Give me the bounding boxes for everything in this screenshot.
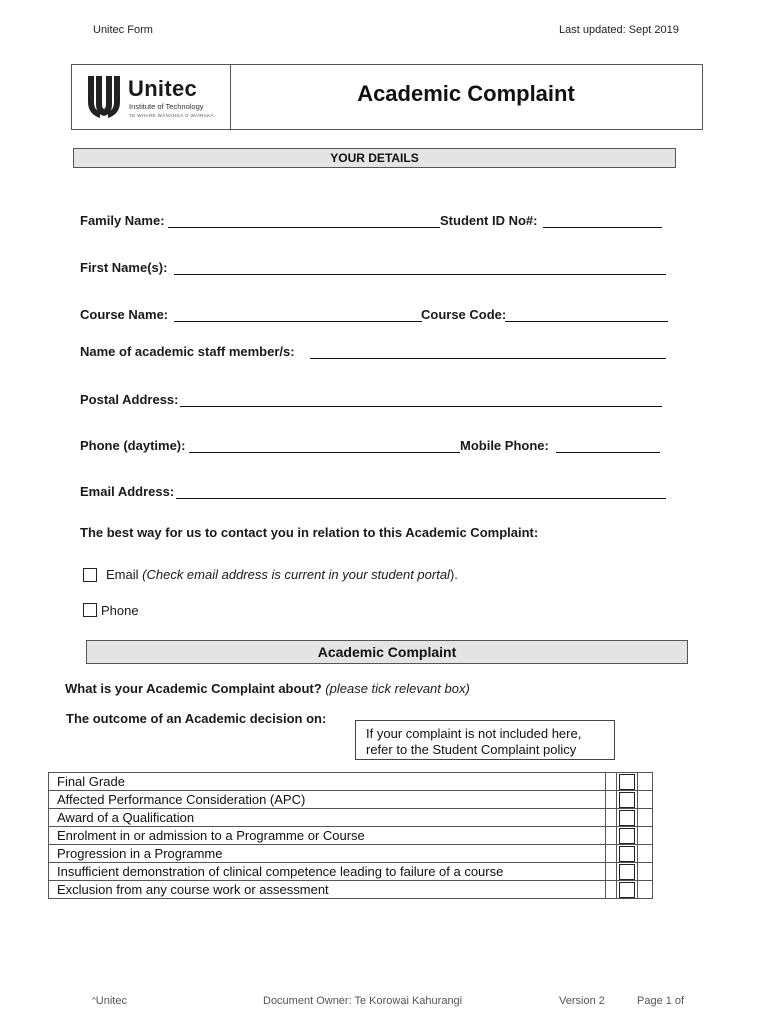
last-updated: Last updated: Sept 2019 <box>559 24 679 36</box>
email-address-field[interactable] <box>176 498 666 499</box>
email-option-note: (Check email address is current in your student portal <box>142 567 450 582</box>
table-spacer <box>606 863 617 881</box>
table-row <box>49 881 653 899</box>
caret-icon: ^ <box>92 996 96 1005</box>
option-checkbox-cell[interactable] <box>617 845 638 863</box>
logo-wordmark: Unitec <box>128 76 198 101</box>
table-spacer <box>638 881 653 899</box>
option-checkbox-cell[interactable] <box>617 863 638 881</box>
table-spacer <box>638 773 653 791</box>
phone-daytime-label: Phone (daytime): <box>80 438 186 453</box>
table-row <box>49 827 653 845</box>
option-checkbox-cell[interactable] <box>617 827 638 845</box>
logo-tagline: TE WHARE WĀNANGA O WAIRAKA <box>129 113 214 118</box>
mobile-phone-label: Mobile Phone: <box>460 438 549 453</box>
checkbox-icon[interactable] <box>619 810 635 826</box>
staff-member-field[interactable] <box>310 358 666 359</box>
option-label: Enrolment in or admission to a Programme or Course <box>49 827 606 845</box>
staff-member-label: Name of academic staff member/s: <box>80 344 295 359</box>
table-spacer <box>638 863 653 881</box>
checkbox-icon[interactable] <box>619 828 635 844</box>
phone-daytime-field[interactable] <box>189 452 460 453</box>
option-checkbox-cell[interactable] <box>617 881 638 899</box>
email-option-label: Email <box>106 567 139 582</box>
option-label: Progression in a Programme <box>49 845 606 863</box>
phone-option-label: Phone <box>101 603 139 618</box>
policy-note-line1: If your complaint is not included here, <box>366 726 582 741</box>
email-option-note-end: ). <box>449 567 458 582</box>
option-checkbox-cell[interactable] <box>617 809 638 827</box>
page-title: Academic Complaint <box>357 81 575 106</box>
family-name-field[interactable] <box>168 227 440 228</box>
policy-note-line2: refer to the Student Complaint policy <box>366 742 577 757</box>
table-row <box>49 863 653 881</box>
option-label: Insufficient demonstration of clinical competence leading to failure of a course <box>49 863 606 881</box>
table-spacer <box>638 809 653 827</box>
complaint-question <box>65 681 470 697</box>
course-code-field[interactable] <box>505 321 668 322</box>
section-academic-complaint: Academic Complaint <box>86 640 688 664</box>
course-name-label: Course Name: <box>80 307 169 322</box>
footer-owner: Document Owner: Te Korowai Kahurangi <box>263 995 463 1007</box>
logo <box>72 65 231 129</box>
footer-brand <box>92 995 127 1007</box>
logo-subtitle: Institute of Technology <box>129 102 204 111</box>
first-names-label: First Name(s): <box>80 260 168 275</box>
mobile-phone-field[interactable] <box>556 452 660 453</box>
phone-checkbox[interactable] <box>83 603 97 617</box>
table-spacer <box>638 791 653 809</box>
postal-address-field[interactable] <box>180 406 662 407</box>
student-id-field[interactable] <box>543 227 662 228</box>
policy-note <box>355 720 615 760</box>
footer-version: Version 2 <box>559 995 605 1007</box>
table-spacer <box>606 791 617 809</box>
table-row <box>49 845 653 863</box>
postal-address-label: Postal Address: <box>80 392 179 407</box>
table-spacer <box>606 809 617 827</box>
checkbox-icon[interactable] <box>619 792 635 808</box>
table-row <box>49 809 653 827</box>
option-label: Affected Performance Consideration (APC) <box>49 791 606 809</box>
outcome-label: The outcome of an Academic decision on: <box>66 711 327 726</box>
table-spacer <box>606 827 617 845</box>
course-code-label: Course Code: <box>421 307 507 322</box>
unitec-logo-icon <box>86 74 122 118</box>
first-names-field[interactable] <box>174 274 666 275</box>
option-label: Exclusion from any course work or assessment <box>49 881 606 899</box>
option-checkbox-cell[interactable] <box>617 791 638 809</box>
option-checkbox-cell[interactable] <box>617 773 638 791</box>
footer-brand-text: Unitec <box>95 995 127 1007</box>
section-your-details: YOUR DETAILS <box>73 148 676 168</box>
table-spacer <box>638 845 653 863</box>
option-label: Award of a Qualification <box>49 809 606 827</box>
option-label: Final Grade <box>49 773 606 791</box>
complaint-options-table <box>48 772 653 899</box>
header-box <box>71 64 703 130</box>
email-checkbox[interactable] <box>83 568 97 582</box>
complaint-question-text: What is your Academic Complaint about? <box>65 681 322 696</box>
table-spacer <box>606 773 617 791</box>
table-spacer <box>606 881 617 899</box>
family-name-label: Family Name: <box>80 213 165 228</box>
contact-question: The best way for us to contact you in relation to this Academic Complaint: <box>80 525 539 540</box>
table-row <box>49 773 653 791</box>
form-label: Unitec Form <box>93 24 153 36</box>
table-spacer <box>638 827 653 845</box>
complaint-question-hint: (please tick relevant box) <box>325 681 470 696</box>
checkbox-icon[interactable] <box>619 882 635 898</box>
table-spacer <box>606 845 617 863</box>
checkbox-icon[interactable] <box>619 846 635 862</box>
footer-page: Page 1 of <box>637 995 685 1007</box>
email-address-label: Email Address: <box>80 484 175 499</box>
email-option <box>106 567 458 582</box>
course-name-field[interactable] <box>174 321 422 322</box>
table-row <box>49 791 653 809</box>
checkbox-icon[interactable] <box>619 774 635 790</box>
student-id-label: Student ID No#: <box>440 213 538 228</box>
checkbox-icon[interactable] <box>619 864 635 880</box>
